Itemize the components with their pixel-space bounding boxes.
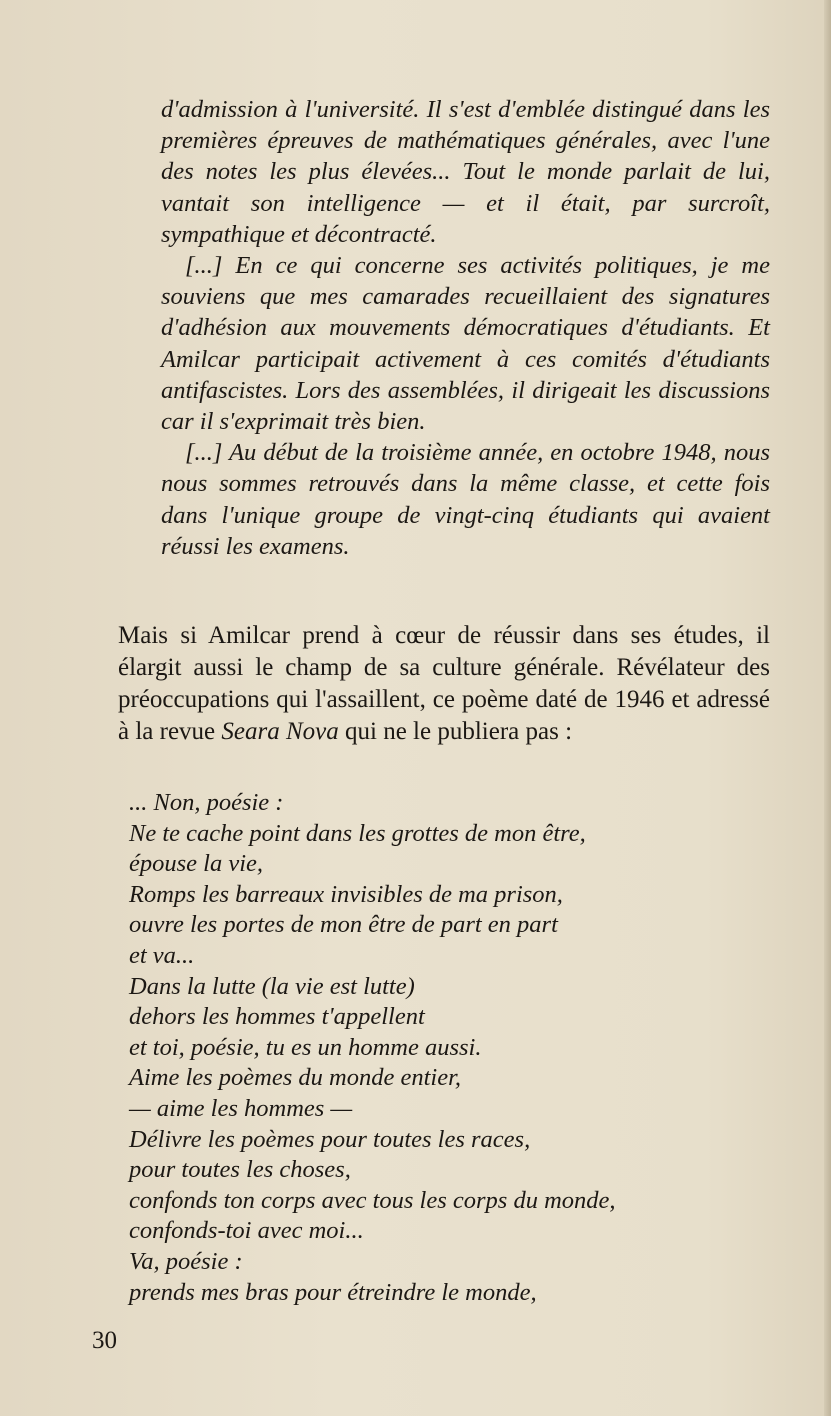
poem-line: Romps les barreaux invisibles de ma prison, [129, 880, 563, 908]
poem-line: confonds-toi avec moi... [129, 1217, 364, 1245]
journal-title: Seara Nova [221, 718, 339, 745]
quote-paragraph-1: d'admission à l'université. Il s'est d'emblée distingué dans les premières épreuves de mathématiques générales, avec l'une des notes les plus élevées... Tout le monde parlait de lui, vantait son intelligence — et il était, par surcroît, sympathique et décontracté. [161, 96, 770, 248]
poem-line: et toi, poésie, tu es un homme aussi. [129, 1033, 482, 1061]
page-number: 30 [92, 1327, 117, 1354]
poem-line: ... Non, poésie : [129, 789, 284, 816]
body-paragraph [118, 620, 770, 748]
testimony-quote [161, 94, 770, 562]
quote-paragraph-2: [...] En ce qui concerne ses activités politiques, je me souviens que mes camarades recueillaient des signatures d'adhésion aux mouvements démocratiques d'étudiants. Et Amilcar participait activement à ces comités d'étudiants antifascistes. Lors des assemblées, il dirigeait les discussions car il s'exprimait très bien. [161, 252, 770, 436]
poem [129, 788, 779, 1308]
poem-line: ouvre les portes de mon être de part en part [129, 911, 558, 939]
poem-line: prends mes bras pour étreindre le monde, [129, 1278, 537, 1306]
poem-line: confonds ton corps avec tous les corps du monde, [129, 1186, 616, 1214]
poem-line: Délivre les poèmes pour toutes les races, [129, 1125, 531, 1153]
poem-line: Ne te cache point dans les grottes de mon être, [129, 819, 586, 847]
poem-line: — aime les hommes — [129, 1094, 353, 1122]
poem-line: dehors les hommes t'appellent [129, 1003, 425, 1031]
body-text-before-title: Mais si Amilcar prend à cœur de réussir dans ses études, il élargit aussi le champ de sa culture générale. Révélateur des préoccupations qui l'assaillent, ce poème daté de 1946 et adressé à la revue [118, 622, 770, 745]
poem-line: et va... [129, 941, 195, 969]
body-text-after-title: qui ne le publiera pas : [338, 718, 573, 745]
poem-line: pour toutes les choses, [129, 1156, 351, 1184]
quote-paragraph-3: [...] Au début de la troisième année, en octobre 1948, nous nous sommes retrouvés dans la même classe, et cette fois dans l'unique groupe de vingt-cinq étudiants qui avaient réussi les examens. [161, 439, 770, 560]
poem-line: Va, poésie : [129, 1247, 243, 1275]
poem-line: épouse la vie, [129, 850, 264, 878]
body-paragraph-text [118, 620, 770, 748]
poem-line: Aime les poèmes du monde entier, [129, 1064, 462, 1092]
page-edge [824, 0, 831, 1416]
poem-line: Dans la lutte (la vie est lutte) [129, 972, 415, 1000]
